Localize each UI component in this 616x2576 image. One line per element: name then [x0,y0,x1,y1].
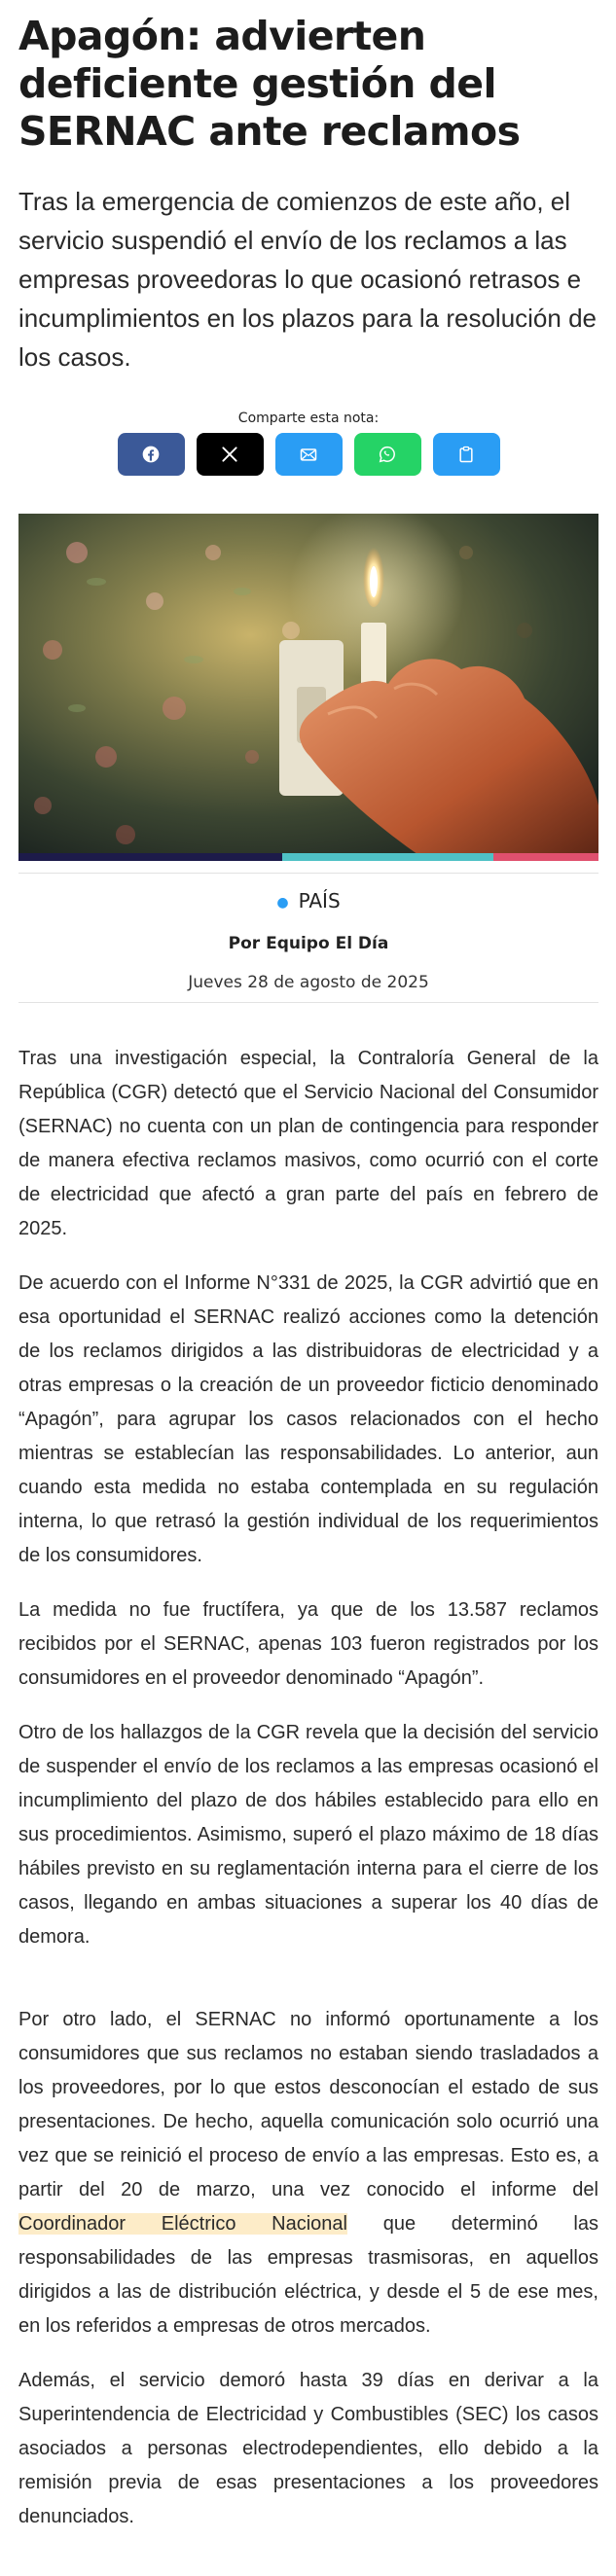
article-lead: Tras la emergencia de comienzos de este año, el servicio suspendió el envío de los reclamos a las empresas proveedoras lo que ocasionó retrasos e incumplimientos en los plazos para la resolución de los casos. [18,187,597,372]
article-headline: Apagón: advierten deficiente gestión del SERNAC ante reclamos [18,13,521,155]
whatsapp-icon [378,445,397,464]
section-tag[interactable] [18,887,598,914]
article-photo [18,514,598,861]
article-author: Por Equipo El Día [228,934,389,953]
share-copy-button[interactable] [433,433,500,476]
share-bar [18,408,598,476]
paragraph: Otro de los hallazgos de la CGR revela que la decisión del servicio de suspender el envío de los reclamos a las empresas ocasionó el incumplimiento del plazo de dos hábiles establecido para ello en sus procedimientos. Asimismo, superó el plazo máximo de 18 días hábiles previsto en su reglamentación interna para el cierre de los casos, llegando en ambas situaciones a superar los 40 días de demora. [18,1722,598,1948]
x-icon [220,445,239,464]
paragraph: La medida no fue fructífera, ya que de los 13.587 reclamos recibidos por el SERNAC, apenas 103 fueron registrados por los consumidores en el proveedor denominado “Apagón”. [18,1599,598,1689]
share-email-button[interactable] [275,433,343,476]
divider [18,1002,598,1003]
section-bullet-icon: ● [276,894,289,911]
section-label: PAÍS [298,889,341,912]
article [18,0,598,2555]
paragraph-text: que determinó las responsabilidades de las empresas trasmisoras, en aquellos dirigidos a las de distribución eléctrica, y desde el 5 de ese mes, en los referidos a empresas de otros mercados. [18,2213,598,2337]
facebook-icon [141,445,161,464]
share-facebook-button[interactable] [118,433,185,476]
share-buttons [18,433,598,476]
paragraph: Además, el servicio demoró hasta 39 días en derivar a la Superintendencia de Electricidad y Combustibles (SEC) los casos asociados a personas electrodependientes, ello debido a la remisión previa de esas presentaciones a los proveedores denunciados. [18,2370,598,2527]
email-icon [299,445,318,464]
image-bar-pink [493,853,598,861]
paragraph: De acuerdo con el Informe N°331 de 2025, la CGR advirtió que en esa oportunidad el SERNAC realizó acciones como la detención de los reclamos dirigidos a las distribuidoras de electricidad y a otras empresas o la creación de un proveedor ficticio denominado “Apagón”, para agrupar los casos relacionados con el hecho mientras se establecían las responsabilidades. Lo anterior, aun cuando esta medida no estaba contemplada en su regulación interna, lo que retrasó la gestión individual de los requerimientos de los consumidores. [18,1272,598,1566]
share-x-button[interactable] [197,433,264,476]
image-bar-teal [282,853,493,861]
paragraph: Tras una investigación especial, la Contraloría General de la República (CGR) detectó que el Servicio Nacional del Consumidor (SERNAC) no cuenta con un plan de contingencia para responder de manera efectiva reclamos masivos, como ocurrió con el corte de electricidad que afectó a gran parte del país en febrero de 2025. [18,1048,598,1239]
article-body [18,1042,598,2534]
paragraph-text: Por otro lado, el SERNAC no informó oportunamente a los consumidores que sus reclamos no estaban siendo trasladados a los proveedores, por lo que estos desconocían el estado de sus presentaciones. De hecho, aquella comunicación solo ocurrió una vez que se reinició el proceso de envío a las empresas. Esto es, a partir del 20 de marzo, una vez conocido el informe del [18,2009,598,2200]
coordinador-electrico-link[interactable]: Coordinador Eléctrico Nacional [18,2213,347,2235]
paragraph [18,2003,598,2343]
article-date: Jueves 28 de agosto de 2025 [188,973,429,992]
divider [18,873,598,874]
image-bar-navy [18,853,282,861]
share-label: Comparte esta nota: [237,411,380,426]
clipboard-icon [456,445,476,464]
share-whatsapp-button[interactable] [354,433,421,476]
candle-light-switch-photo [18,514,598,861]
